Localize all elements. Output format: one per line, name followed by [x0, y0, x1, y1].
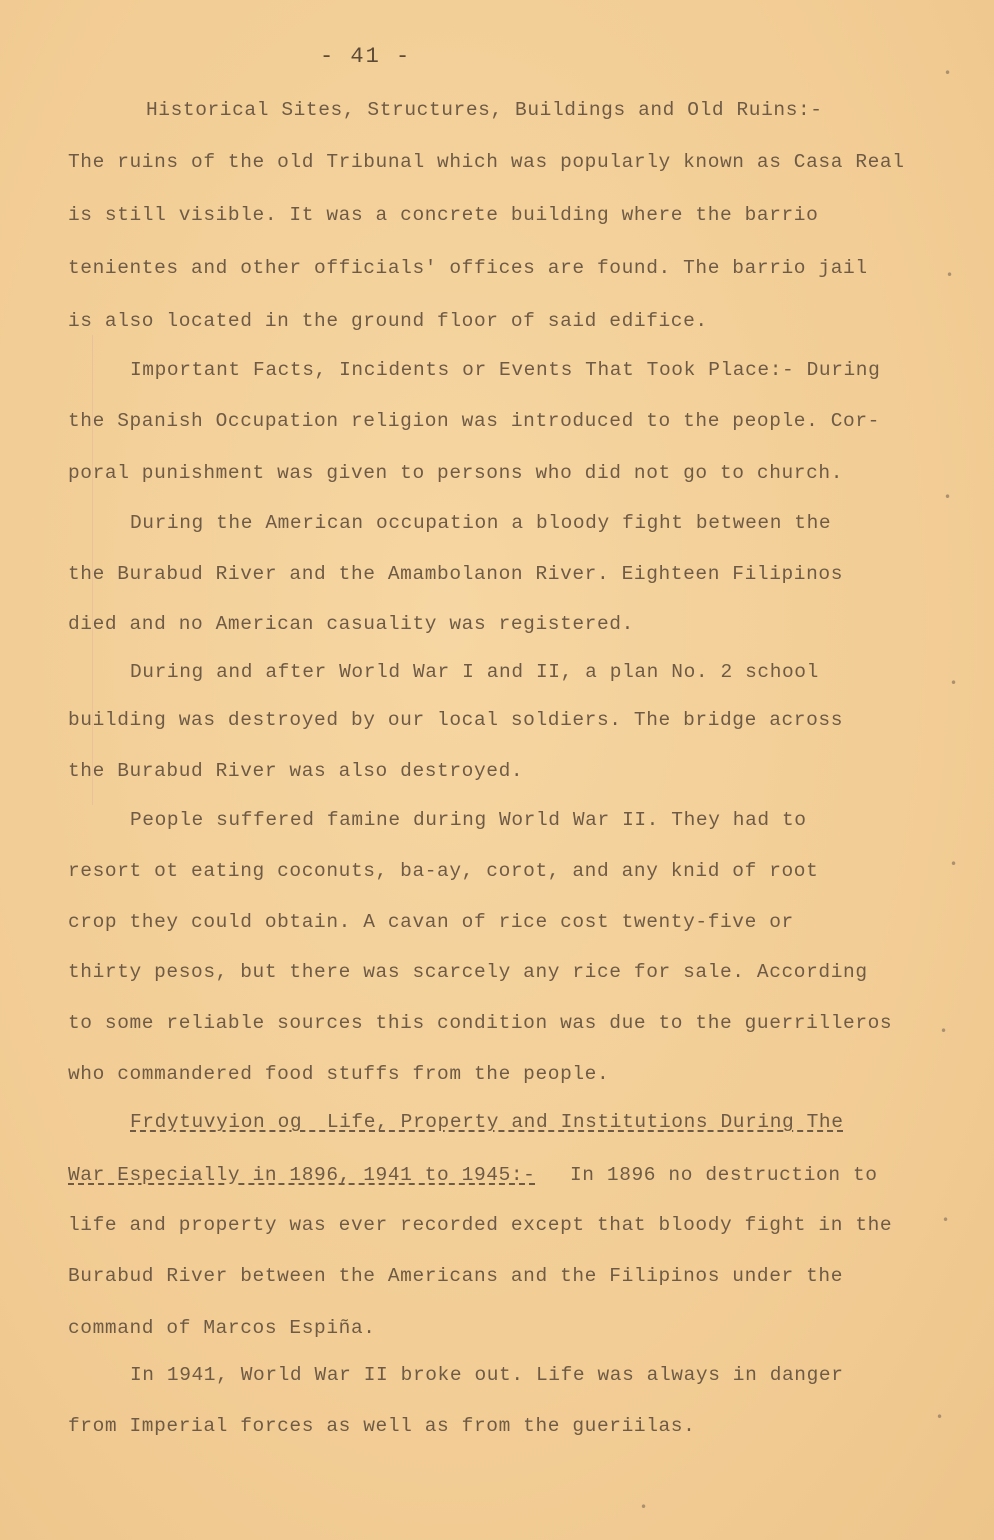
text-line: from Imperial forces as well as from the gueriilas. — [68, 1415, 696, 1437]
text-line: People suffered famine during World War II. They had to — [130, 809, 807, 831]
text-line: In 1896 no destruction to — [570, 1164, 878, 1186]
heading-historical-sites: Historical Sites, Structures, Buildings and Old Ruins:- — [146, 99, 823, 121]
heading-destruction-cont: War Especially in 1896, 1941 to 1945:- — [68, 1164, 536, 1186]
text-line: the Burabud River and the Amambolanon River. Eighteen Filipinos — [68, 563, 844, 585]
text-line: tenientes and other officials' offices are found. The barrio jail — [68, 257, 868, 279]
text-line: crop they could obtain. A cavan of rice cost twenty-five or — [68, 911, 794, 933]
text-line: is also located in the ground floor of said edifice. — [68, 310, 708, 332]
text-line: During and after World War I and II, a plan No. 2 school — [130, 661, 819, 683]
text-line: resort ot eating coconuts, ba-ay, corot, and any knid of root — [68, 860, 819, 882]
heading-important-facts: Important Facts, Incidents or Events That Took Place:- During — [130, 359, 881, 381]
bleed-through-mark: • — [940, 1024, 948, 1038]
bleed-through-mark: • — [946, 268, 954, 282]
text-line: building was destroyed by our local soldiers. The bridge across — [68, 709, 844, 731]
text-line: During the American occupation a bloody fight between the — [130, 512, 832, 534]
heading-destruction: Frdytuvyion og Life, Property and Institutions During The — [130, 1111, 844, 1133]
bleed-through-mark: • — [936, 1410, 944, 1424]
text-line: command of Marcos Espiña. — [68, 1317, 376, 1339]
text-line: the Burabud River was also destroyed. — [68, 760, 524, 782]
text-line: is still visible. It was a concrete building where the barrio — [68, 204, 819, 226]
bleed-through-mark: • — [950, 857, 958, 871]
text-line: Burabud River between the Americans and the Filipinos under the — [68, 1265, 844, 1287]
bleed-through-mark: • — [640, 1500, 648, 1514]
bleed-through-mark: • — [944, 66, 952, 80]
text-line: poral punishment was given to persons who did not go to church. — [68, 462, 844, 484]
text-line: died and no American casuality was registered. — [68, 613, 634, 635]
text-line: life and property was ever recorded except that bloody fight in the — [68, 1214, 893, 1236]
text-line: The ruins of the old Tribunal which was popularly known as Casa Real — [68, 151, 905, 173]
bleed-through-mark: • — [942, 1213, 950, 1227]
text-line: to some reliable sources this condition was due to the guerrilleros — [68, 1012, 893, 1034]
text-line: thirty pesos, but there was scarcely any rice for sale. According — [68, 961, 868, 983]
text-line: who commandered food stuffs from the people. — [68, 1063, 610, 1085]
text-line: the Spanish Occupation religion was introduced to the people. Cor- — [68, 410, 880, 432]
bleed-through-mark: • — [944, 490, 952, 504]
page-number: - 41 - — [320, 44, 412, 69]
bleed-through-mark: • — [950, 676, 958, 690]
text-line: In 1941, World War II broke out. Life was always in danger — [130, 1364, 844, 1386]
